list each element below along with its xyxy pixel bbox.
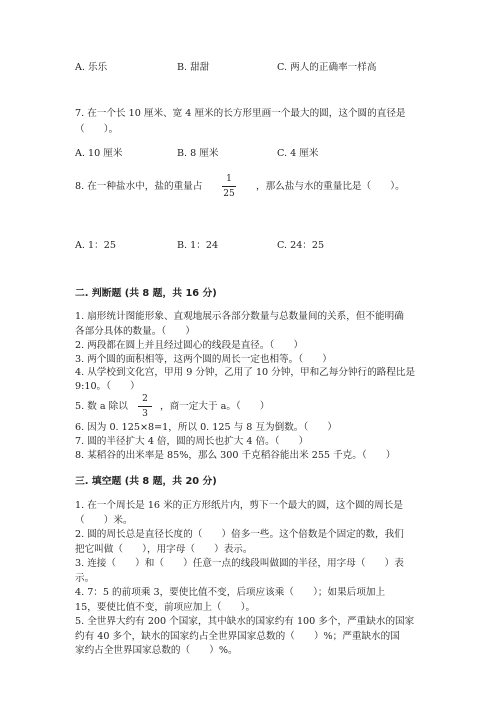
q7-stem-line2: （ ）。: [75, 124, 119, 135]
fill-item-4-line2: 15，要使比值不变，前项应加上（ ）。: [75, 602, 256, 613]
judge-item-4-line1: 4. 从学校到文化宫，甲用 9 分钟，乙用了 10 分钟，甲和乙每分钟行的路程比是: [75, 367, 416, 378]
fill-item-1-line1: 1. 在一个周长是 16 米的正方形纸片内，剪下一个最大的圆，这个圆的周长是: [75, 500, 403, 511]
judge-item-5-fraction-bar: [138, 406, 152, 407]
q6-option-b: B. 甜甜: [177, 62, 210, 73]
judge-item-3: 3. 两个圆的面积相等，这两个圆的周长一定也相等。（ ）: [75, 354, 332, 365]
q8-option-b: B. 1：24: [177, 240, 219, 251]
fill-item-4-line1: 4. 7：5 的前项乘 3，要使比值不变，后项应该乘（ ）；如果后项加上: [75, 587, 386, 598]
judge-item-6: 6. 因为 0. 125×8=1，所以 0. 125 与 8 互为倒数。（ ）: [75, 422, 337, 433]
q8-fraction-numerator: 1: [226, 174, 232, 184]
q7-stem-line1: 7. 在一个长 10 厘米、宽 4 厘米的长方形里画一个最大的圆，这个圆的直径是: [75, 108, 406, 119]
fill-item-2-line2: 把它叫做（ ），用字母（ ）表示。: [75, 544, 253, 555]
section-2-heading: 二. 判断题 (共 8 题，共 16 分): [75, 288, 217, 299]
q8-fraction-denominator: 25: [223, 189, 235, 199]
q7-option-b: B. 8 厘米: [177, 148, 219, 159]
fill-item-3-line1: 3. 连接（ ）和（ ）任意一点的线段叫做圆的半径，用字母（ ）表: [75, 558, 404, 569]
judge-item-5-fraction: [138, 394, 152, 420]
fill-item-3-line2: 示。: [75, 573, 95, 584]
judge-item-4-line2: 9:10。（ ）: [75, 381, 140, 392]
q8-fraction-bar: [222, 186, 236, 187]
judge-item-1-line1: 1. 扇形统计图能形象、直观地展示各部分数量与总数量间的关系，但不能明确: [75, 311, 404, 322]
judge-item-5-after: ，商一定大于 a。（ ）: [160, 401, 270, 412]
fill-item-2-line1: 2. 圆的周长总是直径长度的（ ）倍多一些。这个倍数是个固定的数，我们: [75, 529, 404, 540]
q8-fraction: [222, 174, 236, 200]
fill-item-5-line3: 家约占全世界国家总数的（ ）%。: [75, 645, 238, 656]
q6-option-c: C. 两人的正确率一样高: [277, 62, 377, 73]
q8-option-a: A. 1：25: [75, 240, 116, 251]
q8-option-c: C. 24：25: [277, 240, 325, 251]
judge-item-7: 7. 圆的半径扩大 4 倍，圆的周长也扩大 4 倍。（ ）: [75, 436, 309, 447]
q6-option-a: A. 乐乐: [75, 62, 108, 73]
fill-item-5-line1: 5. 全世界大约有 200 个国家，其中缺水的国家约有 100 多个，严重缺水的国家: [75, 616, 415, 627]
judge-item-8: 8. 某稻谷的出米率是 85%，那么 300 千克稻谷能出米 255 千克。（ ）: [75, 450, 396, 461]
q8-stem-after: ，那么盐与水的重量比是（ ）。: [256, 181, 405, 192]
judge-item-5-before: 5. 数 a 除以: [75, 401, 128, 412]
fill-item-1-line2: （ ）米。: [75, 515, 133, 526]
fill-item-5-line2: 约有 40 多个，缺水的国家约占全世界国家总数的（ ）%；严重缺水的国: [75, 631, 400, 642]
judge-item-5-denominator: 3: [142, 409, 148, 419]
judge-item-1-line2: 各部分具体的数量。（ ）: [75, 326, 195, 337]
judge-item-5-numerator: 2: [142, 394, 148, 404]
section-3-heading: 三. 填空题 (共 8 题，共 20 分): [75, 476, 217, 487]
judge-item-2: 2. 两段都在圆上并且经过圆心的线段是直径。（ ）: [75, 340, 304, 351]
q8-stem-before: 8. 在一种盐水中，盐的重量占: [75, 181, 203, 192]
q7-option-a: A. 10 厘米: [75, 148, 123, 159]
q7-option-c: C. 4 厘米: [277, 148, 319, 159]
